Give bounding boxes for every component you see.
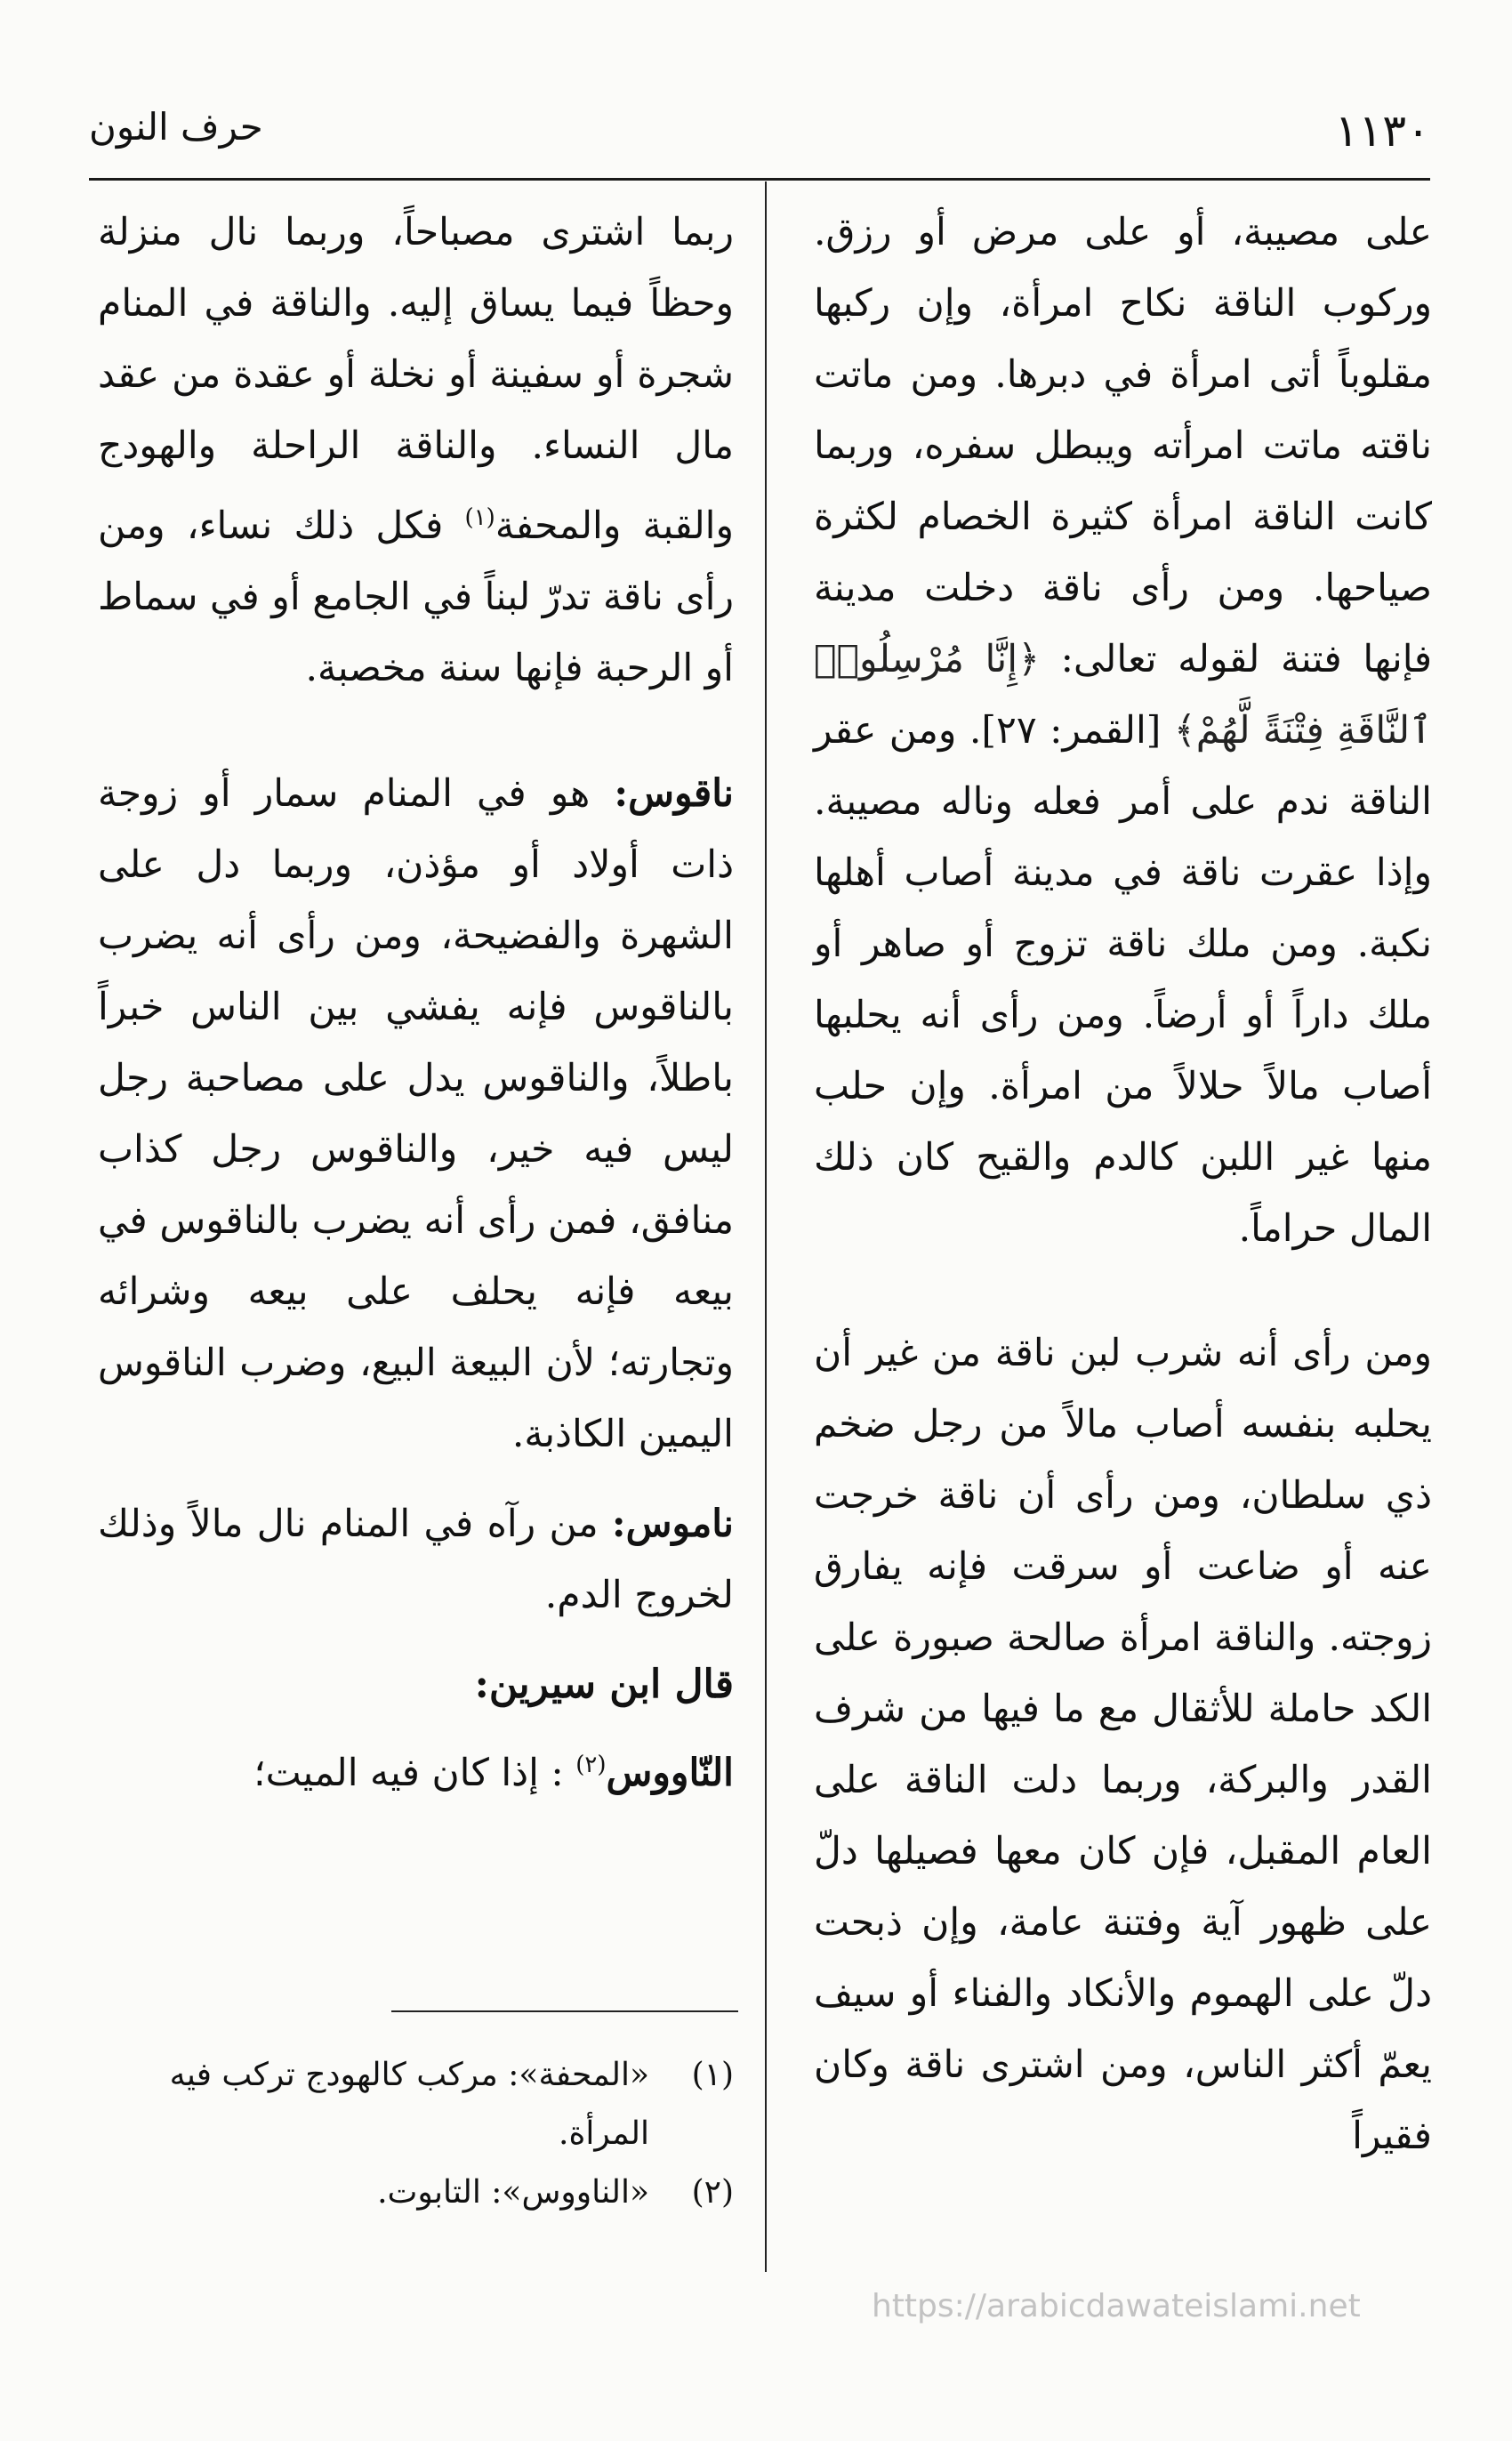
quran-verse: ﴿إِنَّا مُرْسِلُوا۟ ٱلنَّاقَةِ فِتْنَةً لَّهُمْ﴾ [814,638,1432,753]
entry-term: النّاووس [606,1751,734,1796]
header-rule [89,178,1430,181]
entry-nawus: النّاووس$^{(٢)}$ : إذا كان فيه الميت؛ [253,1751,734,1796]
paragraph: على مصيبة، أو على مرض أو رزق. وركوب الناقة نكاح امرأة، وإن ركبها مقلوباً أتى امرأة في دبرها. ومن ماتت ناقته ماتت امرأته ويبطل سفره، وربما كانت الناقة امرأة كثيرة الخصام لكثرة صياحها. ومن رأى ناقة دخلت مدينة فإنها فتنة لقوله تعالى: ﴿إِنَّا مُرْسِلُوا۟ ٱلنَّاقَةِ فِتْنَةً لَّهُمْ﴾ [القمر: ٢٧]. ومن عقر الناقة ندم على أمر فعله وناله مصيبة. وإذا عقرت ناقة في مدينة أصاب أهلها نكبة. ومن ملك ناقة تزوج أو صاهر أو ملك داراً أو أرضاً. ومن رأى أنه يحلبها أصاب مالاً حلالاً من امرأة. وإن حلب منها غير اللبن كالدم والقيح كان ذلك المال حراماً. [814,211,1433,1251]
footnote: (١) «المحفة»: مركب كالهودج تركب فيه المرأة. [169,2057,734,2152]
watermark-url: https://arabicdawateislami.net [872,2288,1361,2324]
entry-term: ناقوس: [614,771,734,817]
running-title: حرف النون [89,105,263,149]
footnote-ref: (٢) [575,1752,607,1779]
page-number: ١١٣٠ [1334,105,1430,157]
entry-naqus: ناقوس: هو في المنام سمار أو زوجة ذات أولاد أو مؤذن، وربما دل على الشهرة والفضيحة، ومن رأى أنه يضرب بالناقوس فإنه يفشي بين الناس خبراً باطلاً، والناقوس يدل على مصاحبة رجل ليس فيه خير، والناقوس رجل كذاب منافق، فمن رأى أنه يضرب بالناقوس في بيعه فإنه يحلف على بيعه وشرائه وتجارته؛ لأن البيعة البيع، وضرب الناقوس اليمين الكاذبة. [98,771,734,1457]
footnote: (٢) «الناووس»: التابوت. [377,2174,734,2211]
footnotes [98,2046,734,2222]
left-column [98,197,734,1809]
subheading: قال ابن سيرين: [474,1662,734,1708]
paragraph: ومن رأى أنه شرب لبن ناقة من غير أن يحلبه بنفسه أصاب مالاً من رجل ضخم ذي سلطان، ومن رأى أن ناقة خرجت عنه أو ضاعت أو سرقت فإنه يفارق زوجته. والناقة امرأة صالحة صبورة على الكد حاملة للأثقال مع ما فيها من شرف القدر والبركة، وربما دلت الناقة على العام المقبل، فإن كان معها فصيلها دلّ على ظهور آية وفتنة عامة، وإن ذبحت دلّ على الهموم والأنكاد والفناء أو سيف يعمّ أكثر الناس، ومن اشترى ناقة وكان فقيراً [814,1332,1432,2158]
page-header [89,105,1430,167]
paragraph: ربما اشترى مصباحاً، وربما نال منزلة وحظاً فيما يساق إليه. والناقة في المنام شجرة أو سفينة أو نخلة أو عقدة من عقد مال النساء. والناقة الراحلة والهودج والقبة والمحفة$^{(١)}$ فكل ذلك نساء، ومن رأى ناقة تدرّ لبناً في الجامع أو في سماط أو الرحبة فإنها سنة مخصبة. [98,211,734,691]
right-column [814,197,1432,2172]
footnote-rule [391,2010,738,2012]
column-divider [765,181,767,2272]
entry-term: ناموس: [611,1502,734,1547]
footnote-ref: (١) [464,504,495,531]
entry-namus: ناموس: من رآه في المنام نال مالاً وذلك لخروج الدم. [98,1502,734,1618]
